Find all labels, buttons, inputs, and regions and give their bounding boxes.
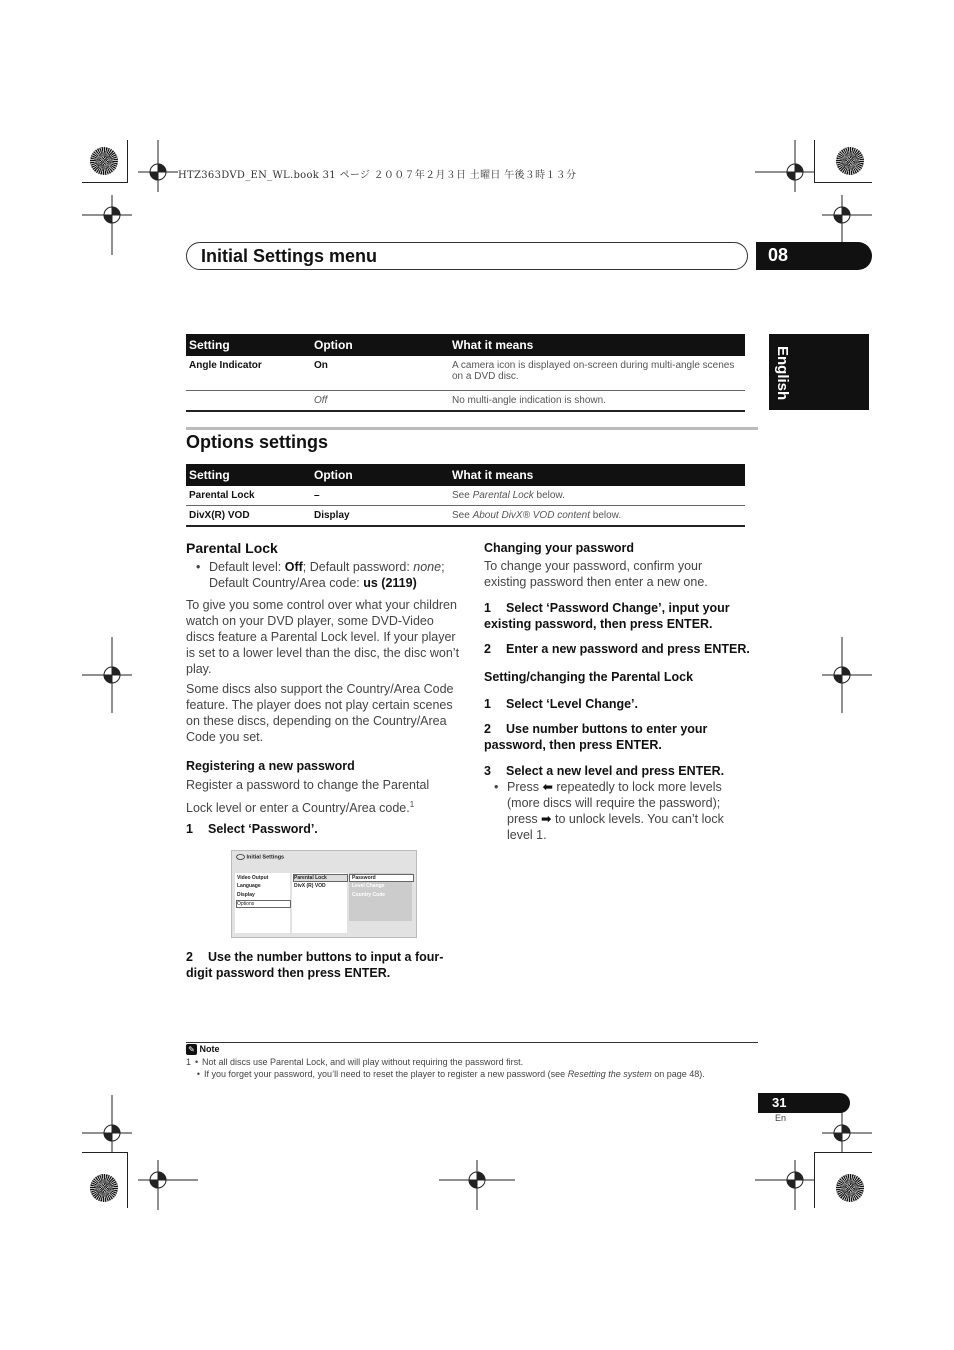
screen-submenu-col	[349, 873, 412, 921]
cell-setting: DivX(R) VOD	[186, 506, 311, 527]
country-code-paragraph: Some discs also support the Country/Area Code feature. The player does not play certain scenes on these discs, depending on the Country/Area Code you set.	[186, 682, 454, 744]
screen-item: Video Output	[237, 875, 269, 881]
cell-option: Off	[311, 390, 449, 411]
table-header-meaning: What it means	[449, 464, 745, 486]
table-header-setting: Setting	[186, 334, 311, 356]
left-arrow-icon: ⬅	[542, 780, 553, 794]
table-header-option: Option	[311, 334, 449, 356]
note-item-1: 1 • Not all discs use Parental Lock, and will play without requiring the password first.	[186, 1057, 524, 1067]
section-heading: Options settings	[186, 432, 329, 452]
table-row	[186, 390, 745, 411]
chapter-number: 08	[768, 245, 789, 265]
screen-item-selected: Options	[236, 900, 291, 908]
register-password-text: Register a password to change the Parental Lock level or enter a Country/Area code.$^1$	[186, 778, 430, 816]
page-title: Initial Settings menu	[201, 246, 378, 266]
table-row	[186, 506, 745, 527]
table-header-option: Option	[311, 464, 449, 486]
change-step-1: 1 Select ‘Password Change’, input your existing password, then press ENTER.	[484, 601, 730, 631]
screen-options-col	[292, 873, 347, 933]
note-label: ✎ Note	[186, 1044, 220, 1055]
table-row	[186, 356, 745, 390]
register-step-2: 2 Use the number buttons to input a four-digit password then press ENTER.	[186, 950, 444, 980]
cell-meaning: A camera icon is displayed on-screen during multi-angle scenes on a DVD disc.	[449, 356, 745, 390]
screen-item-selected: Parental Lock	[293, 874, 348, 882]
right-arrow-icon: ➡	[541, 812, 552, 826]
table-header-setting: Setting	[186, 464, 311, 486]
level-step-1: 1 Select ‘Level Change’.	[484, 697, 638, 711]
print-header: HTZ363DVD_EN_WL.book 31 ページ ２００７年２月３日 土曜日 午後３時１３分	[178, 170, 577, 181]
cell-setting: Parental Lock	[186, 486, 311, 506]
screen-item: Language	[237, 883, 261, 889]
default-settings-bullet: • Default level: Off; Default password: none; Default Country/Area code: us (2119)	[196, 560, 445, 590]
note-item-2: • If you forget your password, you’ll need to reset the player to register a new password (see Resetting the system on page 48).	[196, 1069, 705, 1079]
note-divider	[186, 1042, 758, 1043]
screen-title: Initial Settings	[236, 854, 284, 860]
change-password-text: To change your password, confirm your existing password then enter a new one.	[484, 559, 708, 589]
cell-meaning: See Parental Lock below.	[449, 486, 745, 506]
cell-option: On	[311, 356, 449, 390]
chapter-number-badge	[756, 242, 872, 270]
footnote-ref: 1	[409, 800, 415, 809]
page-language: En	[775, 1113, 787, 1123]
level-step-2: 2 Use number buttons to enter your password, then press ENTER.	[484, 722, 708, 752]
page-number: 31	[772, 1095, 787, 1110]
table-row	[186, 486, 745, 506]
cell-option: Display	[311, 506, 449, 527]
note-icon: ✎	[186, 1044, 197, 1055]
options-settings-table	[186, 464, 745, 527]
level-bullet: • Press ⬅ repeatedly to lock more levels (more discs will require the password); press ➡ to unlock levels. You can’t lock level 1.	[494, 780, 724, 842]
initial-settings-screen	[231, 850, 417, 938]
screen-item: Display	[237, 892, 255, 898]
screen-menu-col	[235, 873, 290, 933]
screen-item: DivX (R) VOD	[294, 883, 326, 889]
change-step-2: 2 Enter a new password and press ENTER.	[484, 642, 750, 656]
cell-setting	[186, 390, 311, 411]
level-heading: Setting/changing the Parental Lock	[484, 670, 694, 684]
screen-item: Country Code	[352, 892, 386, 898]
angle-settings-table	[186, 334, 745, 412]
language-tab-label: English	[774, 346, 791, 401]
cell-meaning: See About DivX® VOD content below.	[449, 506, 745, 527]
language-tab	[769, 334, 869, 410]
section-divider	[186, 427, 758, 430]
cell-meaning: No multi-angle indication is shown.	[449, 390, 745, 411]
parental-lock-heading: Parental Lock	[186, 540, 278, 556]
cell-option: –	[311, 486, 449, 506]
screen-item-selected: Password	[349, 874, 414, 882]
screen-item: Level Change	[352, 883, 385, 889]
disc-icon	[236, 854, 245, 860]
page-number-badge	[758, 1093, 850, 1113]
register-step-1: 1 Select ‘Password’.	[186, 822, 318, 836]
level-step-3: 3 Select a new level and press ENTER.	[484, 764, 725, 778]
parental-intro-paragraph: To give you some control over what your children watch on your DVD player, some DVD-Video discs feature a Parental Lock level. If your player is set to a lower level than the disc, the disc won’t play.	[186, 598, 460, 676]
change-password-heading: Changing your password	[484, 541, 635, 555]
cell-setting: Angle Indicator	[186, 356, 311, 390]
chapter-title-bar	[186, 242, 748, 270]
register-password-heading: Registering a new password	[186, 759, 355, 773]
table-header-meaning: What it means	[449, 334, 745, 356]
